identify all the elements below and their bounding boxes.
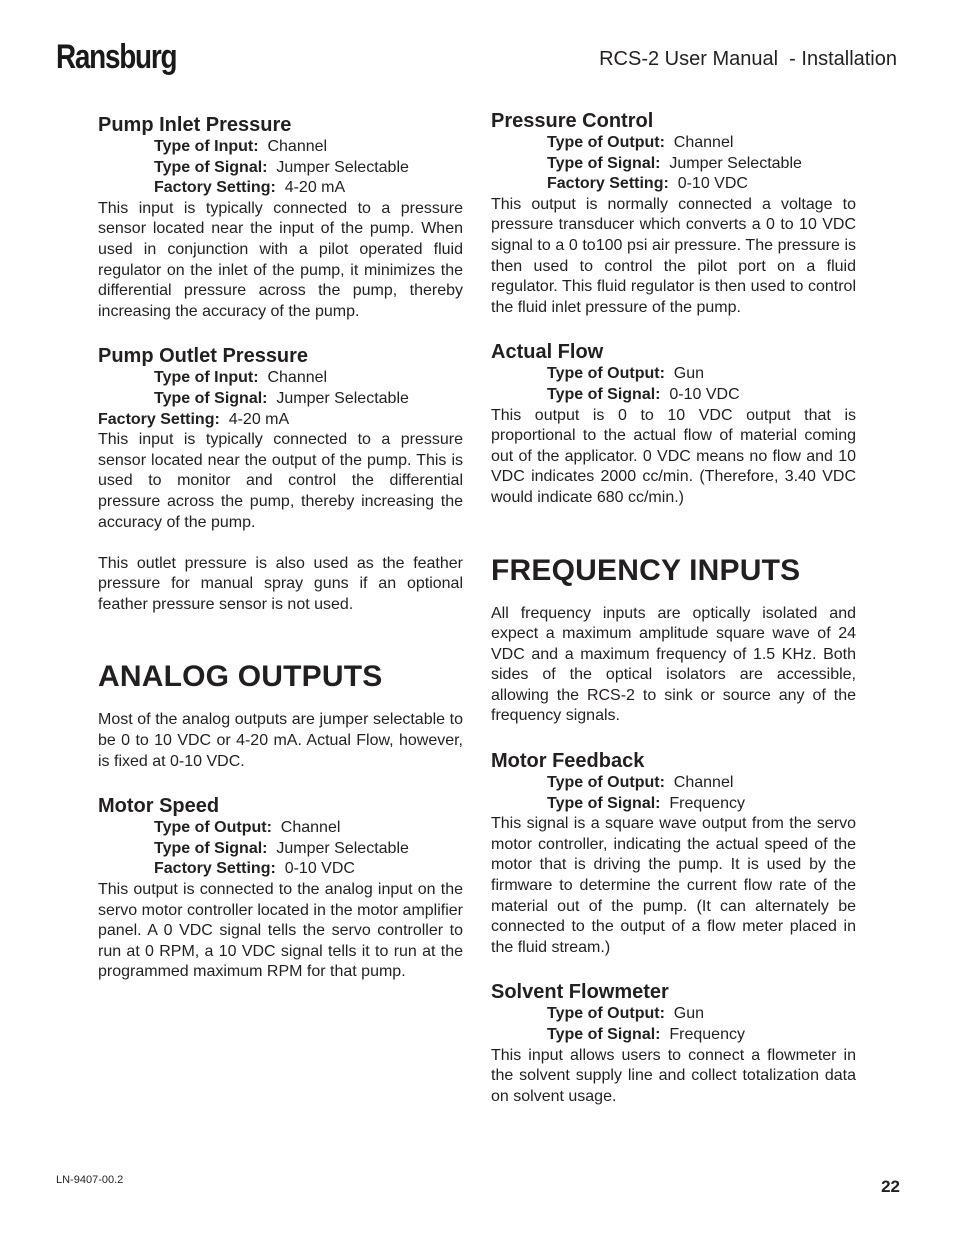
- spec-value: 0-10 VDC: [284, 860, 355, 878]
- body-paragraph: This output is connected to the analog input on the servo motor controller located in the motor amplifier panel. A 0 VDC signal tells the servo controller to run at 0 RPM, a 10 VDC signal tells it to run at the programmed maximum RPM for that pump.: [98, 881, 463, 981]
- body-paragraph: All frequency inputs are optically isolated and expect a maximum amplitude square wave of 24 VDC and a maximum frequency of 1.5 KHz. Both sides of the optical isolators are accessible, allowing the RCS-2 to sink or source any of the frequency signals.: [491, 604, 856, 725]
- page-header-title: RCS-2 User Manual - Installation: [599, 48, 897, 70]
- spec-label: Type of Signal:: [154, 839, 268, 857]
- heading-actual-flow: Actual Flow: [491, 341, 604, 364]
- spec-value: Jumper Selectable: [276, 158, 409, 176]
- spec-label: Type of Signal:: [547, 1026, 661, 1043]
- spec-line: [491, 133, 856, 154]
- spec-value: 0-10 VDC: [669, 385, 740, 403]
- left-column: [98, 113, 463, 983]
- spec-line: [491, 364, 856, 385]
- heading-motor-speed: Motor Speed: [98, 795, 220, 818]
- body-paragraph: This input allows users to connect a flowmeter in the solvent supply line and collect totalization data on solvent usage.: [491, 1046, 856, 1105]
- section-pump-outlet-pressure: [98, 344, 463, 615]
- spec-value: Channel: [673, 774, 734, 792]
- section-pressure-control: [491, 109, 856, 318]
- spec-value: Frequency: [669, 794, 745, 812]
- spec-value: Channel: [267, 369, 328, 387]
- heading-pressure-control: Pressure Control: [491, 110, 654, 132]
- spec-line: [98, 389, 463, 410]
- spec-value: Gun: [673, 1005, 705, 1023]
- spec-label: Type of Input:: [154, 369, 259, 387]
- spec-label: Type of Signal:: [547, 154, 661, 172]
- spec-label: Factory Setting:: [154, 860, 276, 878]
- spec-label: Type of Output:: [154, 819, 272, 837]
- spec-line: [98, 818, 463, 839]
- spec-line: [98, 368, 463, 389]
- body-paragraph: This outlet pressure is also used as the feather pressure for manual spray guns if an optional feather pressure sensor is not used.: [98, 554, 463, 613]
- ransburg-logo: Ransburg: [56, 38, 177, 76]
- spec-value: Jumper Selectable: [669, 154, 802, 172]
- section-solvent-flowmeter: [491, 980, 856, 1107]
- spec-value: Channel: [673, 134, 734, 151]
- spec-line: [491, 385, 856, 406]
- spec-value: 4-20 mA: [228, 410, 290, 428]
- spec-line: [98, 839, 463, 860]
- spec-line: [98, 410, 463, 431]
- spec-value: Jumper Selectable: [276, 389, 409, 407]
- spec-label: Type of Signal:: [547, 385, 661, 403]
- heading-analog-outputs: ANALOG OUTPUTS: [98, 660, 383, 694]
- spec-label: Type of Output:: [547, 365, 665, 383]
- body-paragraph: This input is typically connected to a pressure sensor located near the output of the pump. This is used to monitor and control the differential pressure across the pump, thereby increasing the accuracy of the pump.: [98, 431, 463, 531]
- section-analog-outputs: [98, 659, 463, 772]
- body-paragraph: This input is typically connected to a pressure sensor located near the input of the pump. When used in conjunction with a pilot operated fluid regulator on the inlet of the pump, it minimizes the differential pressure across the pump, thereby increasing the accuracy of the pump.: [98, 199, 463, 320]
- spec-label: Type of Output:: [547, 1005, 665, 1023]
- spec-value: Gun: [673, 365, 705, 383]
- spec-line: [491, 174, 856, 195]
- section-motor-feedback: [491, 749, 856, 958]
- spec-line: [98, 859, 463, 880]
- heading-pump-outlet-pressure: Pump Outlet Pressure: [98, 345, 309, 368]
- section-frequency-inputs: [491, 553, 856, 728]
- section-actual-flow: [491, 340, 856, 508]
- spec-label: Type of Signal:: [547, 794, 661, 812]
- heading-frequency-inputs: FREQUENCY INPUTS: [491, 553, 801, 587]
- right-column: [491, 109, 856, 1107]
- spec-label: Factory Setting:: [98, 410, 220, 428]
- heading-motor-feedback: Motor Feedback: [491, 750, 645, 773]
- spec-line: [491, 1004, 856, 1025]
- body-paragraph: This signal is a square wave output from the servo motor controller, indicating the actual speed of the motor that is driving the pump. It is used by the firmware to determine the current flow rate of the material out of the pump. (It can alternately be connected to the output of a flow meter placed in the fluid stream.): [491, 815, 856, 956]
- spec-value: Channel: [267, 138, 328, 155]
- spec-line: [491, 154, 856, 175]
- heading-pump-inlet-pressure: Pump Inlet Pressure: [98, 114, 292, 136]
- spec-value: Jumper Selectable: [276, 839, 409, 857]
- document-number: LN-9407-00.2: [56, 1174, 124, 1186]
- body-paragraph: This output is normally connected a voltage to pressure transducer which converts a 0 to 10 VDC signal to a 0 to100 psi air pressure. The pressure is then used to control the pilot port on a fluid regulator. This fluid regulator is then used to control the fluid inlet pressure of the pump.: [491, 195, 856, 316]
- spec-line: [98, 178, 463, 199]
- heading-solvent-flowmeter: Solvent Flowmeter: [491, 981, 669, 1004]
- spec-label: Factory Setting:: [154, 179, 276, 197]
- spec-line: [491, 794, 856, 815]
- section-motor-speed: [98, 794, 463, 983]
- page-number: 22: [881, 1177, 900, 1196]
- spec-line: [98, 137, 463, 158]
- spec-line: [98, 158, 463, 179]
- section-pump-inlet-pressure: [98, 113, 463, 322]
- body-paragraph: This output is 0 to 10 VDC output that is proportional to the actual flow of material coming out of the applicator. 0 VDC means no flow and 10 VDC indicates 2000 cc/min. (Therefore, 3.40 VDC would indicate 680 cc/min.): [491, 406, 856, 506]
- spec-value: Channel: [280, 819, 341, 837]
- spec-label: Type of Output:: [547, 774, 665, 792]
- spec-value: 4-20 mA: [284, 179, 346, 197]
- spec-value: 0-10 VDC: [677, 175, 748, 193]
- spec-label: Type of Signal:: [154, 389, 268, 407]
- spec-label: Factory Setting:: [547, 175, 669, 193]
- spec-value: Frequency: [669, 1026, 745, 1043]
- spec-label: Type of Output:: [547, 134, 665, 151]
- body-paragraph: Most of the analog outputs are jumper selectable to be 0 to 10 VDC or 4-20 mA. Actual Flow, however, is fixed at 0-10 VDC.: [98, 711, 463, 770]
- spec-label: Type of Input:: [154, 138, 259, 155]
- spec-line: [491, 1025, 856, 1046]
- spec-label: Type of Signal:: [154, 158, 268, 176]
- spec-line: [491, 773, 856, 794]
